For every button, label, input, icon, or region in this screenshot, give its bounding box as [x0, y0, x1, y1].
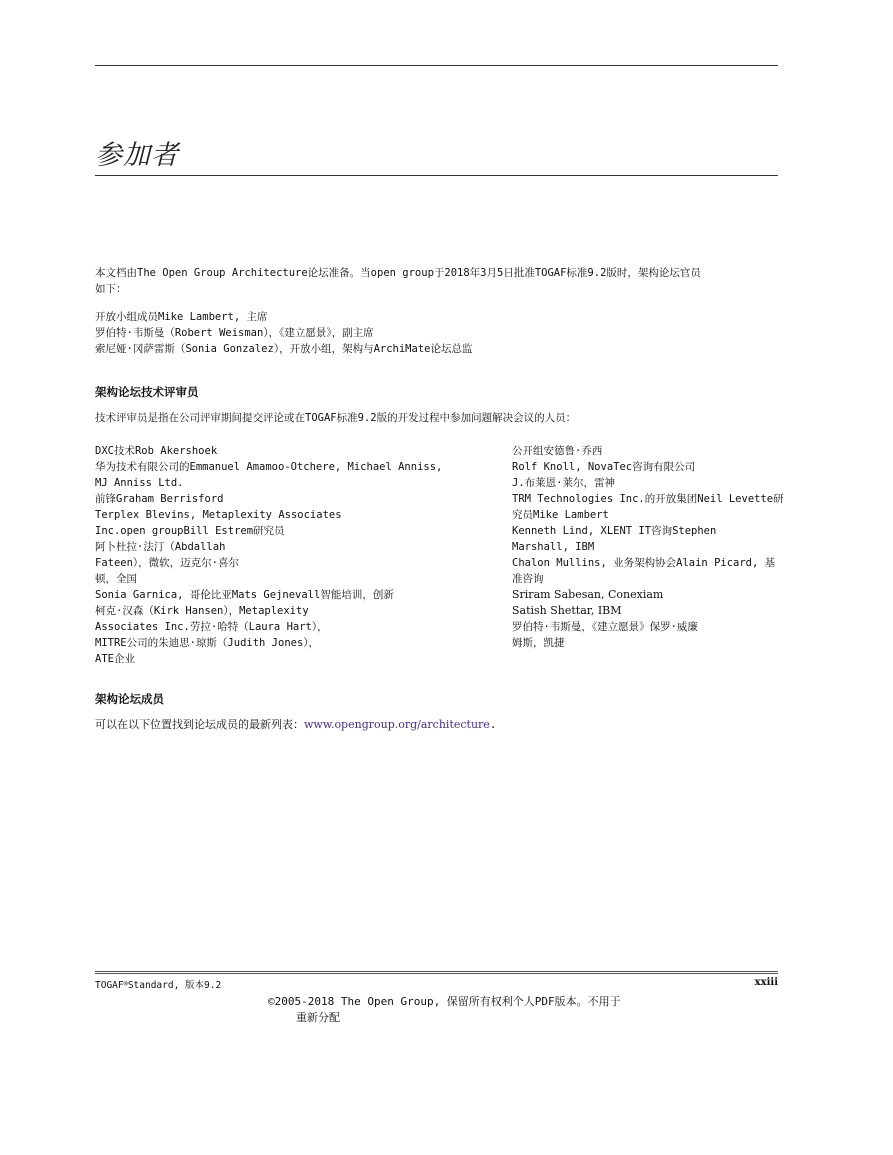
- footer-version: Standard, 版本9.2: [127, 980, 222, 991]
- reviewer-line: 公开组安德鲁·乔西: [512, 445, 603, 457]
- intro-line-2: 如下：: [95, 283, 127, 295]
- registered-mark: ®: [123, 980, 128, 988]
- members-period: .: [489, 718, 497, 731]
- footer-rule: [95, 971, 778, 974]
- officers-list: [95, 309, 472, 357]
- reviewer-line: DXC技术Rob Akershoek: [95, 445, 218, 457]
- reviewers-description: 技术评审员是指在公司评审期间提交评论或在TOGAF标准9.2版的开发过程中参加问题解决会议的人员：: [95, 412, 577, 424]
- top-rule: [95, 65, 778, 66]
- reviewer-line: J.布莱恩·莱尔，雷神: [512, 477, 615, 489]
- members-text: 可以在以下位置找到论坛成员的最新列表：: [95, 718, 304, 731]
- copyright-line-1: ©2005-2018 The Open Group, 保留所有权利个人PDF版本。不用于: [268, 995, 621, 1008]
- reviewer-line: 阿卜杜拉·法汀（Abdallah: [95, 541, 226, 553]
- reviewer-line: Chalon Mullins, 业务架构协会Alain Picard, 基: [512, 557, 776, 569]
- copyright-notice: [268, 994, 621, 1026]
- architecture-link[interactable]: www.opengroup.org/architecture: [304, 718, 490, 731]
- reviewer-line: MITRE公司的朱迪思·琼斯（Judith Jones），: [95, 637, 320, 649]
- officer-item: 开放小组成员Mike Lambert, 主席: [95, 311, 268, 323]
- reviewer-line: Fateen），微软，迈克尔·喜尔: [95, 557, 240, 569]
- reviewers-heading: 架构论坛技术评审员: [95, 385, 199, 399]
- reviewer-line: 柯克·汉森（Kirk Hansen），Metaplexity: [95, 605, 309, 617]
- reviewer-line: Associates Inc.劳拉·哈特（Laura Hart），: [95, 621, 328, 633]
- reviewer-line: 华为技术有限公司的Emmanuel Amamoo-Otchere, Michael Anniss,: [95, 461, 443, 473]
- officer-item: 罗伯特·韦斯曼（Robert Weisman），《建立愿景》，副主席: [95, 327, 374, 339]
- reviewer-line: 罗伯特·韦斯曼，《建立愿景》保罗·威廉: [512, 621, 698, 633]
- reviewer-line: Inc.open groupBill Estrem研究员: [95, 525, 285, 537]
- footer-standard: [95, 978, 221, 994]
- reviewer-line: TRM Technologies Inc.的开放集团Neil Levette研: [512, 493, 784, 505]
- reviewer-line: 前锋Graham Berrisford: [95, 493, 224, 505]
- intro-paragraph: [95, 265, 701, 297]
- reviewer-line: 准咨询: [512, 573, 544, 585]
- reviewer-line: Terplex Blevins, Metaplexity Associates: [95, 509, 342, 521]
- reviewer-line: Satish Shettar, IBM: [512, 604, 622, 617]
- reviewer-line: Marshall, IBM: [512, 541, 595, 553]
- reviewer-line: ATE企业: [95, 653, 135, 665]
- reviewer-line: 姆斯，凯捷: [512, 637, 565, 649]
- intro-line-1: 本文档由The Open Group Architecture论坛准备。当open group于2018年3月5日批准TOGAF标准9.2版时，架构论坛官员: [95, 267, 701, 279]
- reviewer-line: Rolf Knoll, NovaTec咨询有限公司: [512, 461, 696, 473]
- officer-item: 索尼娅·冈萨雷斯（Sonia Gonzalez），开放小组，架构与ArchiMate论坛总监: [95, 343, 473, 355]
- page-title: 参加者: [95, 140, 179, 171]
- page-number: xxiii: [754, 977, 778, 988]
- reviewers-left-column: [95, 443, 442, 667]
- reviewers-right-column: [512, 443, 784, 651]
- title-rule: [95, 175, 778, 176]
- members-paragraph: [95, 717, 496, 733]
- members-heading: 架构论坛成员: [95, 692, 164, 706]
- reviewer-line: MJ Anniss Ltd.: [95, 477, 184, 489]
- reviewer-line: Sonia Garnica, 哥伦比亚Mats Gejnevall智能培训，创新: [95, 589, 394, 601]
- reviewer-line: Sriram Sabesan, Conexiam: [512, 588, 664, 601]
- reviewer-line: 顿，全国: [95, 573, 137, 585]
- footer-togaf: TOGAF: [95, 980, 124, 991]
- reviewer-line: Kenneth Lind, XLENT IT咨询Stephen: [512, 525, 717, 537]
- reviewer-line: 究员Mike Lambert: [512, 509, 609, 521]
- copyright-line-2: 重新分配: [296, 1011, 340, 1024]
